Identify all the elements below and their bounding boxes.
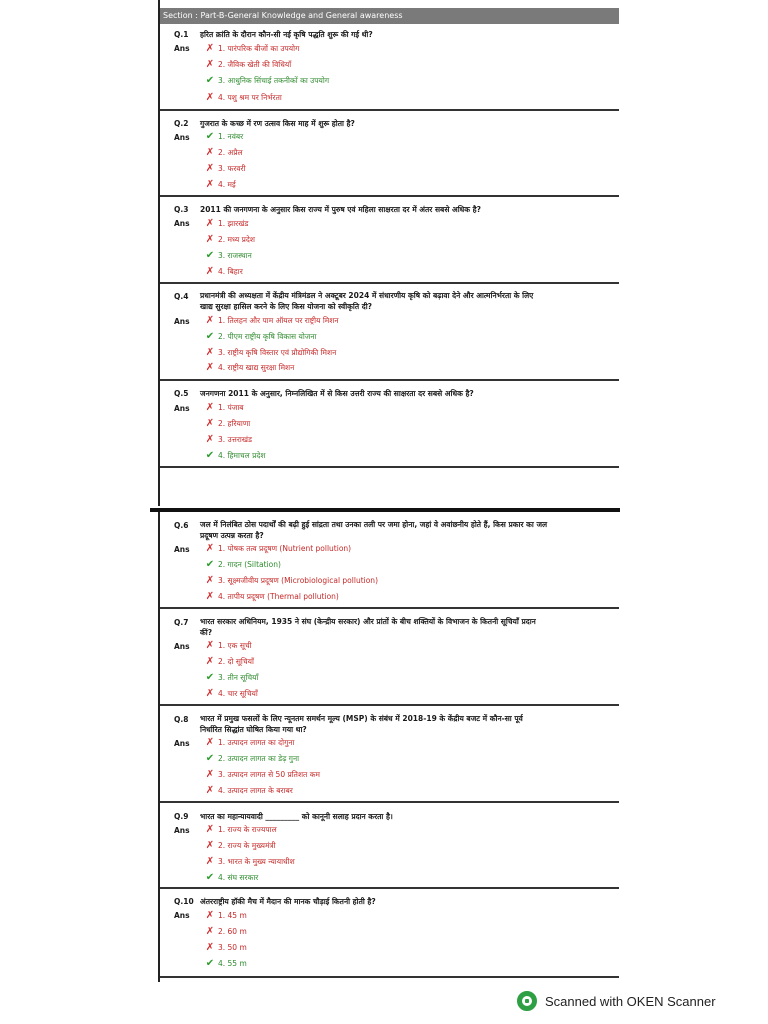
cross-icon: ✗ — [205, 824, 215, 835]
question-number: Q.9 — [174, 812, 189, 821]
check-icon: ✔ — [205, 672, 215, 683]
check-icon: ✔ — [205, 331, 215, 342]
answer-label: Ans — [174, 133, 190, 142]
cross-icon: ✗ — [205, 543, 215, 554]
check-icon: ✔ — [205, 753, 215, 764]
question-text: जनगणना 2011 के अनुसार, निम्नलिखित में से किस उत्तरी राज्य की साक्षरता दर सबसे अधिक है? — [200, 389, 474, 398]
cross-icon: ✗ — [205, 910, 215, 921]
answer-sheet-page-2 — [158, 512, 619, 982]
answer-label: Ans — [174, 642, 190, 651]
option-2: ✔ 2. पीएम राष्ट्रीय कृषि विकास योजना — [205, 331, 317, 342]
question-text: भारत सरकार अधिनियम, 1935 ने संघ (केन्द्रीय सरकार) और प्रांतों के बीच शक्तियों के विभाजन के कितनी सूचियाँ प्रदान कीं? — [200, 617, 536, 637]
option-1: ✗ 1. पोषक तत्व प्रदूषण (Nutrient pollution) — [205, 543, 352, 554]
check-icon: ✔ — [205, 131, 215, 142]
option-3: ✔ 3. राजस्थान — [205, 250, 252, 261]
check-icon: ✔ — [205, 250, 215, 261]
cross-icon: ✗ — [205, 179, 215, 190]
option-3: ✗ 3. फरवरी — [205, 163, 246, 174]
cross-icon: ✗ — [205, 418, 215, 429]
option-3: ✗ 3. राष्ट्रीय कृषि विस्तार एवं प्रौद्योगिकी मिशन — [205, 347, 337, 358]
option-3: ✗ 3. भारत के मुख्य न्यायाधीश — [205, 856, 295, 867]
question-text: भारत में प्रमुख फसलों के लिए न्यूनतम समर्थन मूल्य (MSP) के संबंध में 2018-19 के केंद्रीय बजट में कौन-सा पूर्व निर्धारित सिद्धांत घोषित किया गया था? — [200, 714, 523, 734]
answer-label: Ans — [174, 44, 190, 53]
cross-icon: ✗ — [205, 434, 215, 445]
option-4: ✗ 4. राष्ट्रीय खाद्य सुरक्षा मिशन — [205, 362, 295, 373]
check-icon: ✔ — [205, 559, 215, 570]
cross-icon: ✗ — [205, 43, 215, 54]
question-text: गुजरात के कच्छ में रण उत्सव किस माह में शुरू होता है? — [200, 119, 355, 128]
option-2: ✗ 2. जैविक खेती की विधियाँ — [205, 59, 292, 70]
scanner-text: Scanned with OKEN Scanner — [545, 993, 716, 1009]
check-icon: ✔ — [205, 872, 215, 883]
question-text: हरित क्रांति के दौरान कौन-सी नई कृषि पद्धति शुरू की गई थी? — [200, 30, 373, 39]
cross-icon: ✗ — [205, 591, 215, 602]
option-1: ✗ 1. 45 m — [205, 910, 247, 921]
option-4: ✗ 4. मई — [205, 179, 236, 190]
answer-label: Ans — [174, 545, 190, 554]
cross-icon: ✗ — [205, 147, 215, 158]
option-3: ✗ 3. उत्तराखंड — [205, 434, 252, 445]
question-number: Q.7 — [174, 618, 189, 627]
cross-icon: ✗ — [205, 656, 215, 667]
answer-label: Ans — [174, 739, 190, 748]
answer-sheet-page-1 — [158, 0, 619, 506]
question-number: Q.2 — [174, 119, 189, 128]
cross-icon: ✗ — [205, 942, 215, 953]
cross-icon: ✗ — [205, 575, 215, 586]
question-block-8 — [160, 706, 619, 803]
check-icon: ✔ — [205, 450, 215, 461]
option-2: ✗ 2. 60 m — [205, 926, 247, 937]
cross-icon: ✗ — [205, 163, 215, 174]
cross-icon: ✗ — [205, 856, 215, 867]
question-text: जल में निलंबित ठोस पदार्थों की बढ़ी हुई सांद्रता तथा उनका तली पर जमा होना, जहां वे अवांछनीय होते हैं, किस प्रकार का जल प्रदूषण उत्पन्न करता है? — [200, 520, 548, 540]
question-number: Q.1 — [174, 30, 189, 39]
question-block-5 — [160, 381, 619, 468]
option-1: ✗ 1. पंजाब — [205, 402, 244, 413]
option-4: ✔ 4. संघ सरकार — [205, 872, 259, 883]
question-block-1 — [160, 24, 619, 111]
question-block-2 — [160, 111, 619, 197]
cross-icon: ✗ — [205, 737, 215, 748]
question-text: प्रधानमंत्री की अध्यक्षता में केंद्रीय मंत्रिमंडल ने अक्टूबर 2024 में संधारणीय कृषि को बढ़ावा देने और आत्मनिर्भरता के लिए खाद्य सुरक्षा हासिल करने के लिए किस योजना को स्वीकृति दी? — [200, 291, 534, 311]
option-1: ✗ 1. तिलहन और पाम ऑयल पर राष्ट्रीय मिशन — [205, 315, 339, 326]
option-3: ✗ 3. 50 m — [205, 942, 247, 953]
cross-icon: ✗ — [205, 315, 215, 326]
option-4: ✔ 4. हिमाचल प्रदेश — [205, 450, 266, 461]
option-1: ✗ 1. उत्पादन लागत का दोगुना — [205, 737, 295, 748]
option-4: ✗ 4. उत्पादन लागत के बराबर — [205, 785, 293, 796]
cross-icon: ✗ — [205, 218, 215, 229]
cross-icon: ✗ — [205, 59, 215, 70]
question-number: Q.10 — [174, 897, 194, 906]
answer-label: Ans — [174, 317, 190, 326]
option-1: ✔ 1. नवंबर — [205, 131, 244, 142]
section-title: Section : Part-B-General Knowledge and General awareness — [160, 8, 619, 24]
cross-icon: ✗ — [205, 92, 215, 103]
answer-label: Ans — [174, 404, 190, 413]
cross-icon: ✗ — [205, 402, 215, 413]
answer-label: Ans — [174, 911, 190, 920]
cross-icon: ✗ — [205, 785, 215, 796]
answer-label: Ans — [174, 826, 190, 835]
option-4: ✗ 4. बिहार — [205, 266, 243, 277]
option-2: ✗ 2. दो सूचियाँ — [205, 656, 254, 667]
option-2: ✔ 2. उत्पादन लागत का डेढ़ गुना — [205, 753, 300, 764]
option-2: ✗ 2. हरियाणा — [205, 418, 251, 429]
cross-icon: ✗ — [205, 769, 215, 780]
option-2: ✗ 2. राज्य के मुख्यमंत्री — [205, 840, 276, 851]
option-4: ✗ 4. तापीय प्रदूषण (Thermal pollution) — [205, 591, 339, 602]
oken-scanner-logo-icon — [517, 991, 537, 1011]
question-number: Q.5 — [174, 389, 189, 398]
question-number: Q.4 — [174, 292, 189, 301]
option-3: ✔ 3. आधुनिक सिंचाई तकनीकों का उपयोग — [205, 75, 330, 86]
question-block-4 — [160, 284, 619, 381]
question-number: Q.8 — [174, 715, 189, 724]
cross-icon: ✗ — [205, 347, 215, 358]
cross-icon: ✗ — [205, 234, 215, 245]
question-text: अंतरराष्ट्रीय हॉकी मैच में मैदान की मानक चौड़ाई कितनी होती है? — [200, 897, 376, 906]
question-block-7 — [160, 609, 619, 706]
cross-icon: ✗ — [205, 362, 215, 373]
option-2: ✗ 2. मध्य प्रदेश — [205, 234, 255, 245]
scanner-watermark — [517, 990, 716, 1012]
answer-label: Ans — [174, 219, 190, 228]
option-1: ✗ 1. पारंपरिक बीजों का उपयोग — [205, 43, 300, 54]
question-text: 2011 की जनगणना के अनुसार किस राज्य में पुरुष एवं महिला साक्षरता दर में अंतर सबसे अधिक है? — [200, 205, 481, 214]
cross-icon: ✗ — [205, 266, 215, 277]
question-block-10 — [160, 889, 619, 978]
option-2: ✗ 2. अप्रैल — [205, 147, 243, 158]
cross-icon: ✗ — [205, 840, 215, 851]
question-block-9 — [160, 803, 619, 889]
question-block-6 — [160, 512, 619, 609]
option-4: ✗ 4. पशु श्रम पर निर्भरता — [205, 92, 282, 103]
cross-icon: ✗ — [205, 640, 215, 651]
option-1: ✗ 1. झारखंड — [205, 218, 249, 229]
question-number: Q.6 — [174, 521, 189, 530]
option-4: ✗ 4. चार सूचियाँ — [205, 688, 258, 699]
question-number: Q.3 — [174, 205, 189, 214]
check-icon: ✔ — [205, 75, 215, 86]
option-1: ✗ 1. एक सूची — [205, 640, 252, 651]
option-4: ✔ 4. 55 m — [205, 958, 247, 969]
question-text: भारत का महान्यायवादी _________ को कानूनी सलाह प्रदान करता है। — [200, 812, 393, 821]
question-block-3 — [160, 197, 619, 284]
cross-icon: ✗ — [205, 688, 215, 699]
cross-icon: ✗ — [205, 926, 215, 937]
check-icon: ✔ — [205, 958, 215, 969]
option-2: ✔ 2. गादन (Siltation) — [205, 559, 281, 570]
option-3: ✗ 3. उत्पादन लागत से 50 प्रतिशत कम — [205, 769, 320, 780]
option-3: ✗ 3. सूक्ष्मजीवीय प्रदूषण (Microbiological pollution) — [205, 575, 378, 586]
option-3: ✔ 3. तीन सूचियाँ — [205, 672, 259, 683]
option-1: ✗ 1. राज्य के राज्यपाल — [205, 824, 277, 835]
